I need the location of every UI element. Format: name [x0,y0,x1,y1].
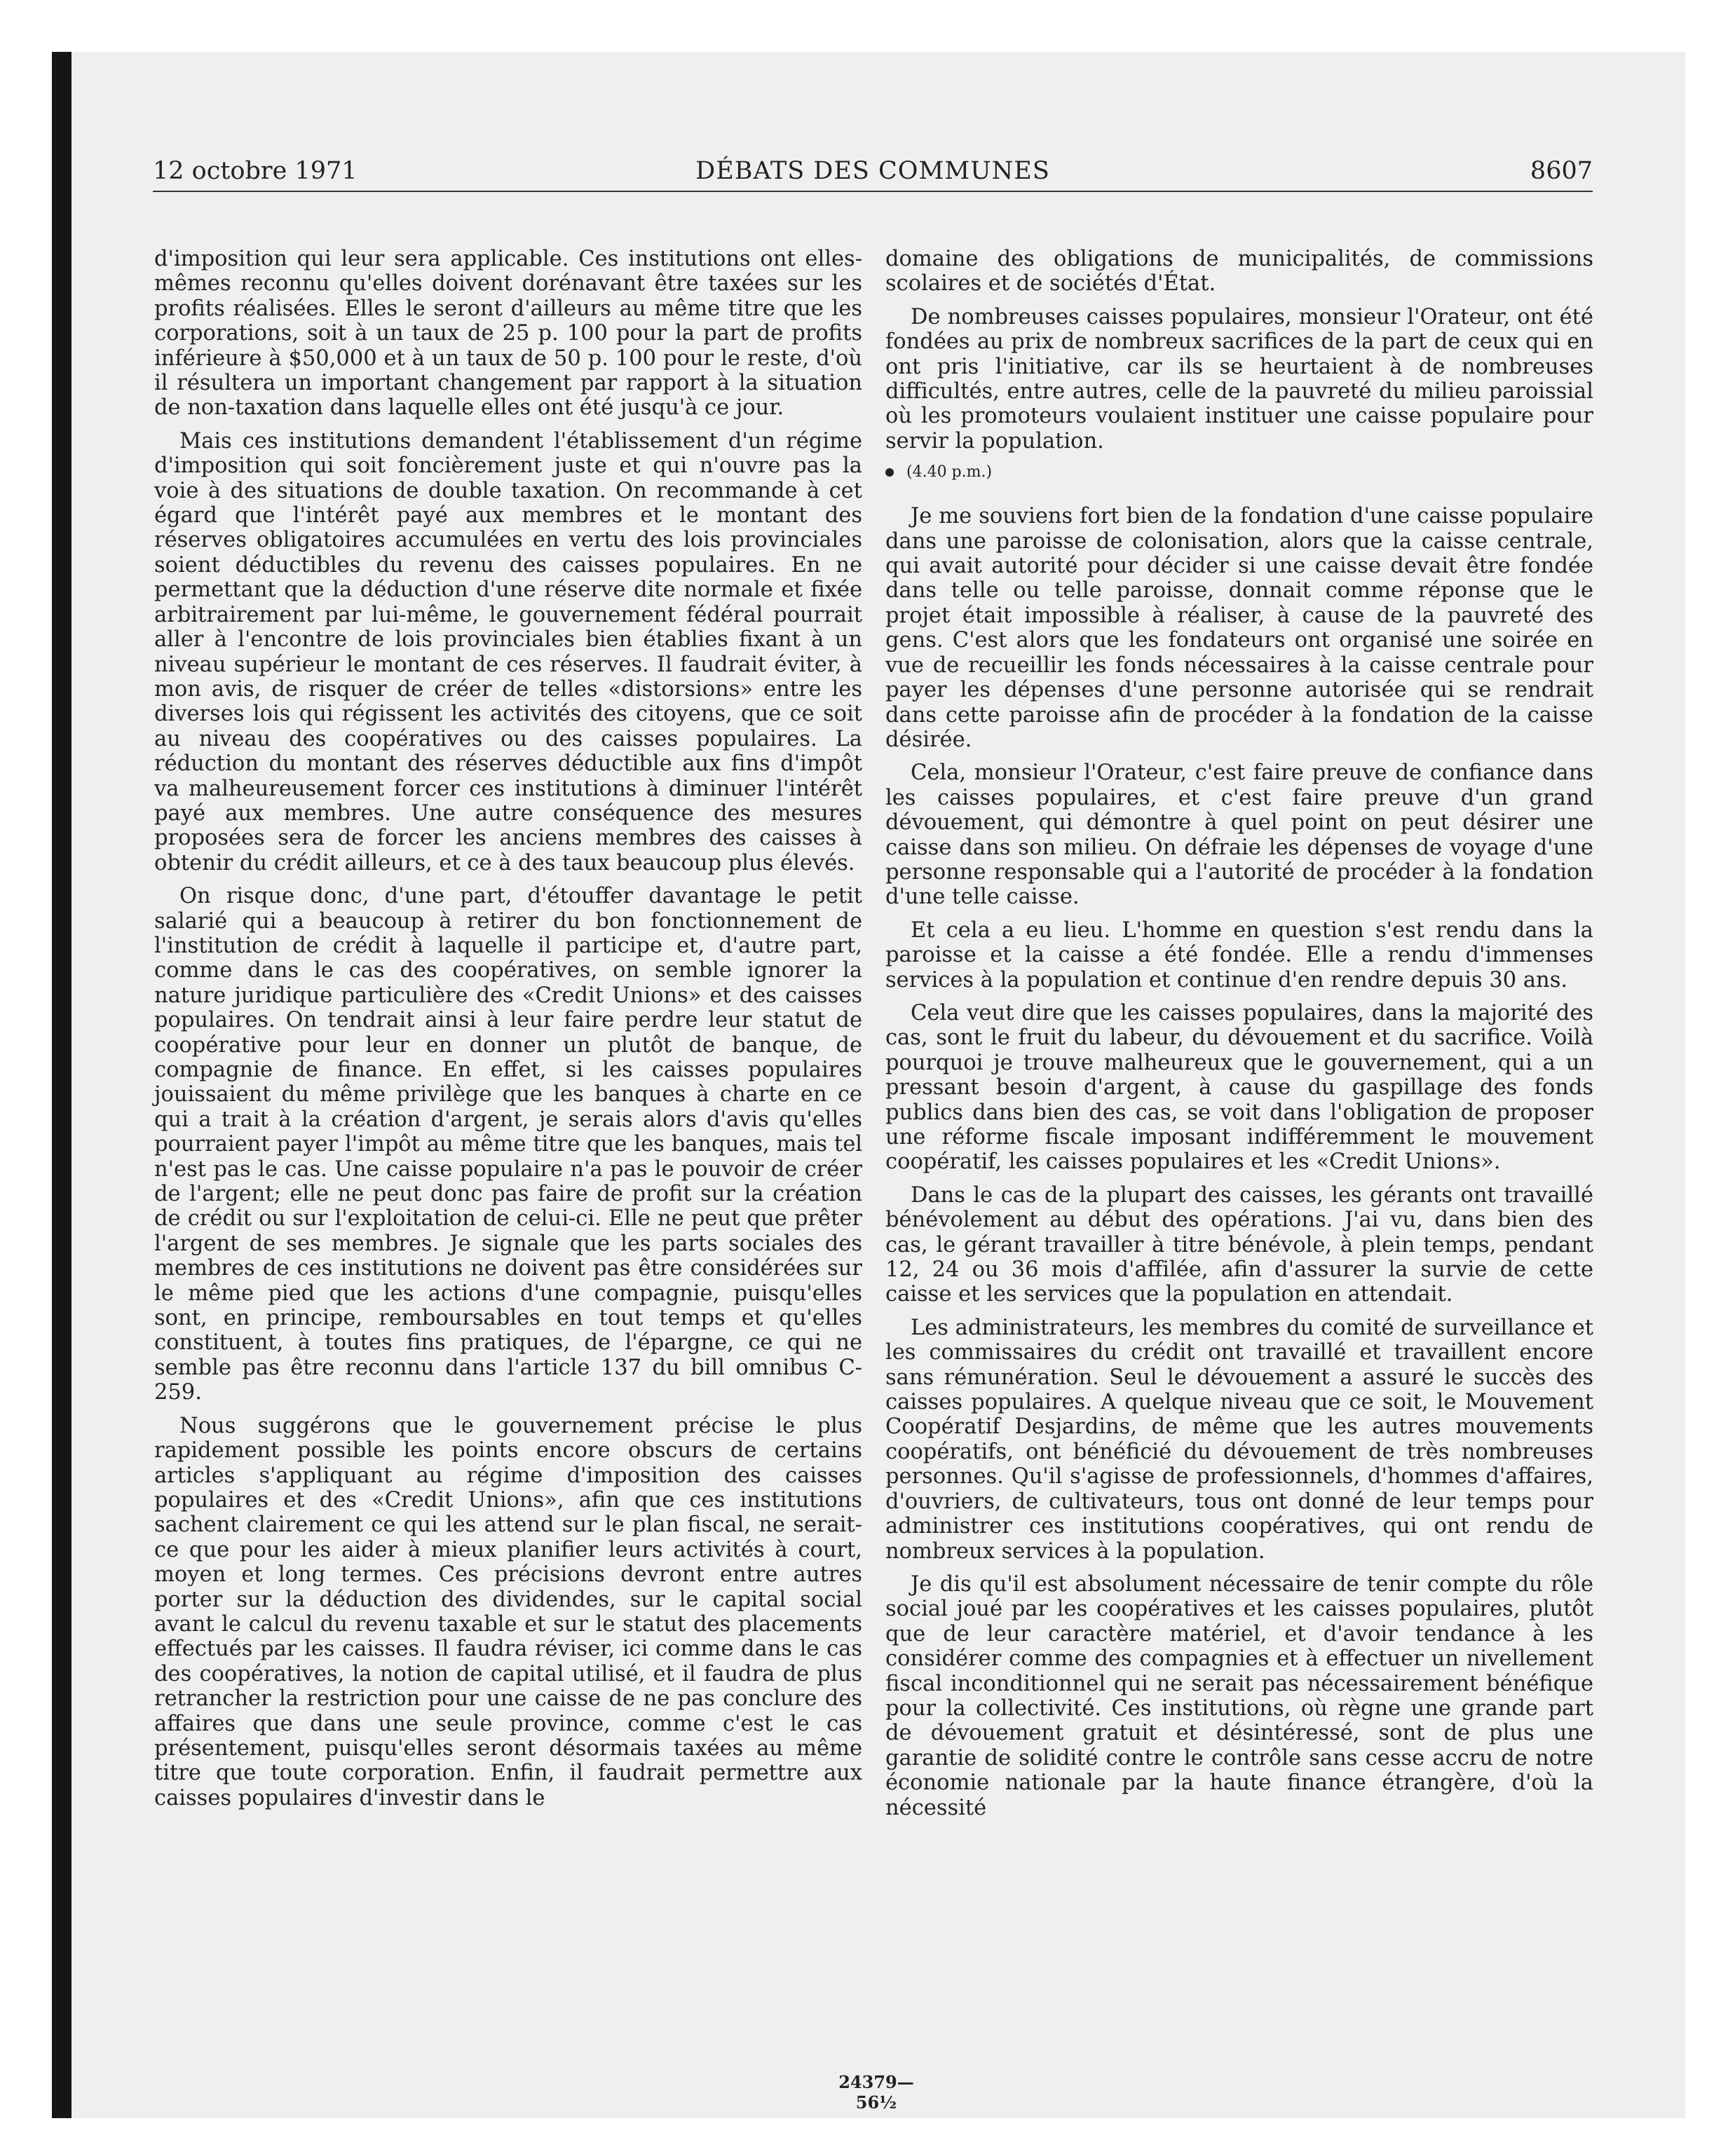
paragraph: Mais ces institutions demandent l'établissement d'un régime d'imposition qui soit foncièrement juste et qui n'ouvre pas la voie à des situations de double taxation. On recommande à cet égard que l'intérêt payé aux membres et le montant des réserves obligatoires accumulées en vertu des lois provinciales soient déductibles du revenu des caisses populaires. En ne permettant que la déduction d'une réserve dite normale et fixée arbitrairement par lui-même, le gouvernement fédéral pourrait aller à l'encontre de lois provinciales bien établies fixant à un niveau supérieur le montant de ces réserves. Il faudrait éviter, à mon avis, de risquer de créer de telles «distorsions» entre les diverses lois qui régissent les activités des citoyens, que ce soit au niveau des coopératives ou des caisses populaires. La réduction du montant des réserves déductible aux fins d'impôt va malheureusement forcer ces institutions à diminuer l'intérêt payé aux membres. Une autre conséquence des mesures proposées sera de forcer les anciens membres des caisses à obtenir du crédit ailleurs, et ce à des taux beaucoup plus élevés. [154,428,862,875]
paragraph: On risque donc, d'une part, d'étouffer davantage le petit salarié qui a beaucoup à retirer du bon fonctionnement de l'institution de crédit à laquelle il participe et, d'autre part, comme dans le cas des coopératives, on semble ignorer la nature juridique particulière des «Credit Unions» et des caisses populaires. On tendrait ainsi à leur faire perdre leur statut de coopérative pour leur en donner un plutôt de banque, de compagnie de finance. En effet, si les caisses populaires jouissaient du même privilège que les banques à charte en ce qui a trait à la création d'argent, je serais alors d'avis qu'elles pourraient payer l'impôt au même titre que les banques, mais tel n'est pas le cas. Une caisse populaire n'a pas le pouvoir de créer de l'argent; elle ne peut donc pas faire de profit sur la création de crédit ou sur l'exploitation de celui-ci. Elle ne peut que prêter l'argent de ses membres. Je signale que les parts sociales des membres de ces institutions ne doivent pas être considérées sur le même pied que les actions d'une compagnie, puisqu'elles sont, en principe, remboursables en tout temps et qu'elles constituent, à toutes fins pratiques, de l'épargne, ce qui ne semble pas être reconnu dans l'article 137 du bill omnibus C-259. [154,884,862,1405]
paragraph: Et cela a eu lieu. L'homme en question s'est rendu dans la paroisse et la caisse a été fondée. Elle a rendu d'immenses services à la population et continue d'en rendre depuis 30 ans. [885,917,1593,992]
left-column [154,247,862,1819]
bullet-icon [885,468,894,477]
page-header [153,157,1593,192]
header-page-number: 8607 [1530,157,1593,185]
paragraph: Je me souviens fort bien de la fondation d'une caisse populaire dans une paroisse de colonisation, alors que la caisse centrale, qui avait autorité pour décider si une caisse devait être fondée dans telle ou telle paroisse, donnait comme réponse que le projet était impossible à réaliser, à cause de la pauvreté des gens. C'est alors que les fondateurs ont organisé une soirée en vue de recueillir les fonds nécessaires à la caisse centrale pour payer les dépenses d'une personne autorisée qui se rendrait dans cette paroisse afin de procéder à la fondation de la caisse désirée. [885,504,1593,752]
paragraph: Je dis qu'il est absolument nécessaire de tenir compte du rôle social joué par les coopératives et les caisses populaires, plutôt que de leur caractère matériel, et d'avoir tendance à les considérer comme des compagnies et à effectuer un nivellement fiscal inconditionnel qui ne serait pas nécessairement bénéfique pour la collectivité. Ces institutions, où règne une grande part de dévouement gratuit et désintéressé, sont de plus une garantie de solidité contre le contrôle sans cesse accru de notre économie nationale par la haute finance étrangère, d'où la nécessité [885,1571,1593,1820]
paragraph: domaine des obligations de municipalités, de commissions scolaires et de sociétés d'État. [885,247,1593,296]
footer-code: 24379—56½ [838,2072,914,2113]
header-date: 12 octobre 1971 [153,157,358,185]
header-title: DÉBATS DES COMMUNES [695,157,1050,185]
scan-binding-edge [52,52,72,2118]
paragraph: Dans le cas de la plupart des caisses, les gérants ont travaillé bénévolement au début des opérations. J'ai vu, dans bien des cas, le gérant travailler à titre bénévole, à plein temps, pendant 12, 24 ou 36 mois d'affilée, afin d'assurer la survie de cette caisse et les services que la population en attendait. [885,1182,1593,1307]
paragraph: Cela, monsieur l'Orateur, c'est faire preuve de confiance dans les caisses populaires, et c'est faire preuve d'un grand dévouement, qui démontre à quel point on peut désirer une caisse dans son milieu. On défraie les dépenses de voyage d'une personne responsable qui a l'autorité de procéder à la fondation d'une telle caisse. [885,760,1593,910]
timestamp-text: (4.40 p.m.) [906,463,993,482]
right-column [885,247,1593,1829]
paragraph: De nombreuses caisses populaires, monsieur l'Orateur, ont été fondées au prix de nombreux sacrifices de la part de ceux qui en ont pris l'initiative, car ils se heurtaient à de nombreuses difficultés, entre autres, celle de la pauvreté du milieu paroissial où les promoteurs voulaient instituer une caisse populaire pour servir la population. [885,304,1593,453]
timestamp [885,463,1593,482]
paragraph: d'imposition qui leur sera applicable. Ces institutions ont elles-mêmes reconnu qu'elles doivent dorénavant être taxées sur les profits réalisées. Elles le seront d'ailleurs au même titre que les corporations, soit à un taux de 25 p. 100 pour la part de profits inférieure à $50,000 et à un taux de 50 p. 100 pour le reste, d'où il résultera un important changement par rapport à la situation de non-taxation dans laquelle elles ont été jusqu'à ce jour. [154,247,862,421]
paragraph: Les administrateurs, les membres du comité de surveillance et les commissaires du crédit ont travaillé et travaillent encore sans rémunération. Seul le dévouement a assuré le succès des caisses populaires. A quelque niveau que ce soit, le Mouvement Coopératif Desjardins, de même que les autres mouvements coopératifs, ont bénéficié du dévouement de très nombreuses personnes. Qu'il s'agisse de professionnels, d'hommes d'affaires, d'ouvriers, de cultivateurs, tous ont donné de leur temps pour administrer ces institutions coopératives, qui ont rendu de nombreux services à la population. [885,1315,1593,1564]
paragraph: Cela veut dire que les caisses populaires, dans la majorité des cas, sont le fruit du labeur, du dévouement et du sacrifice. Voilà pourquoi je trouve malheureux que le gouvernement, qui a un pressant besoin d'argent, à cause du gaspillage des fonds publics dans bien des cas, se voit dans l'obligation de proposer une réforme fiscale imposant indifféremment le mouvement coopératif, les caisses populaires et les «Credit Unions». [885,1000,1593,1175]
paragraph: Nous suggérons que le gouvernement précise le plus rapidement possible les points encore obscurs de certains articles s'appliquant au régime d'imposition des caisses populaires et des «Credit Unions», afin que ces institutions sachent clairement ce qui les attend sur le plan fiscal, ne serait-ce que pour les aider à mieux planifier leurs activités à court, moyen et long termes. Ces précisions devront entre autres porter sur la déduction des dividendes, sur le capital social avant le calcul du revenu taxable et sur le statut des placements effectués par les caisses. Il faudra réviser, ici comme dans le cas des coopératives, la notion de capital utilisé, et il faudra de plus retrancher la restriction pour une caisse de ne pas conclure des affaires que dans une seule province, comme c'est le cas présentement, puisqu'elles seront désormais taxées au même titre que toute corporation. Enfin, il faudrait permettre aux caisses populaires d'investir dans le [154,1413,862,1810]
